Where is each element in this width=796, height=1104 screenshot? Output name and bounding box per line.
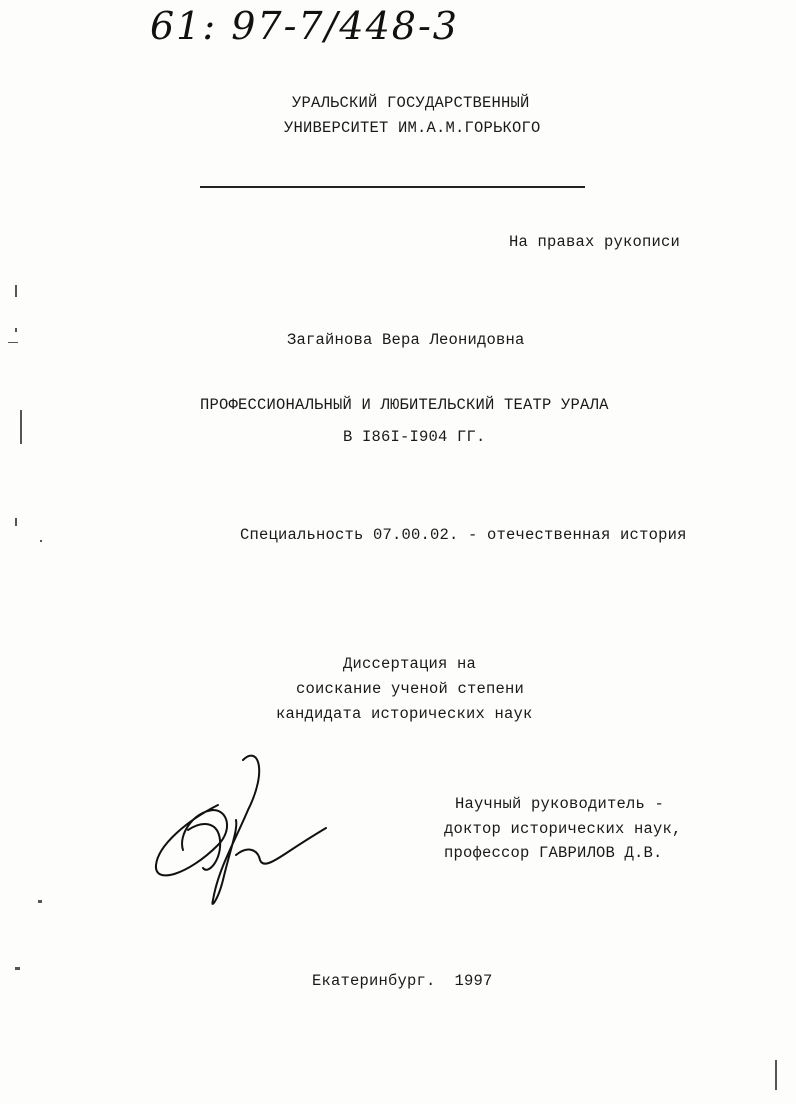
- header-divider: [200, 186, 585, 188]
- author-name: Загайнова Вера Леонидовна: [287, 331, 525, 349]
- supervisor-line3: профессор ГАВРИЛОВ Д.В.: [444, 844, 663, 862]
- place-and-year: Екатеринбург. 1997: [312, 972, 493, 990]
- supervisor-line2: доктор исторических наук,: [444, 820, 682, 838]
- university-name-line1: УРАЛЬСКИЙ ГОСУДАРСТВЕННЫЙ: [292, 94, 530, 112]
- supervisor-line1: Научный руководитель -: [455, 795, 665, 813]
- thesis-title-line1: ПРОФЕССИОНАЛЬНЫЙ И ЛЮБИТЕЛЬСКИЙ ТЕАТР УРАЛА: [200, 396, 609, 414]
- dissertation-line2: соискание ученой степени: [296, 680, 525, 698]
- thesis-title-line2: В I86I-I904 ГГ.: [343, 428, 486, 446]
- dissertation-line1: Диссертация на: [343, 655, 477, 673]
- handwritten-catalog-number: 61: 97-7/448-3: [150, 4, 459, 48]
- dissertation-line3: кандидата исторических наук: [276, 705, 533, 723]
- author-signature: [148, 750, 333, 910]
- specialty-line: Специальность 07.00.02. - отечественная история: [240, 526, 687, 544]
- university-name-line2: УНИВЕРСИТЕТ ИМ.А.М.ГОРЬКОГО: [284, 119, 541, 137]
- rights-note: На правах рукописи: [509, 233, 681, 251]
